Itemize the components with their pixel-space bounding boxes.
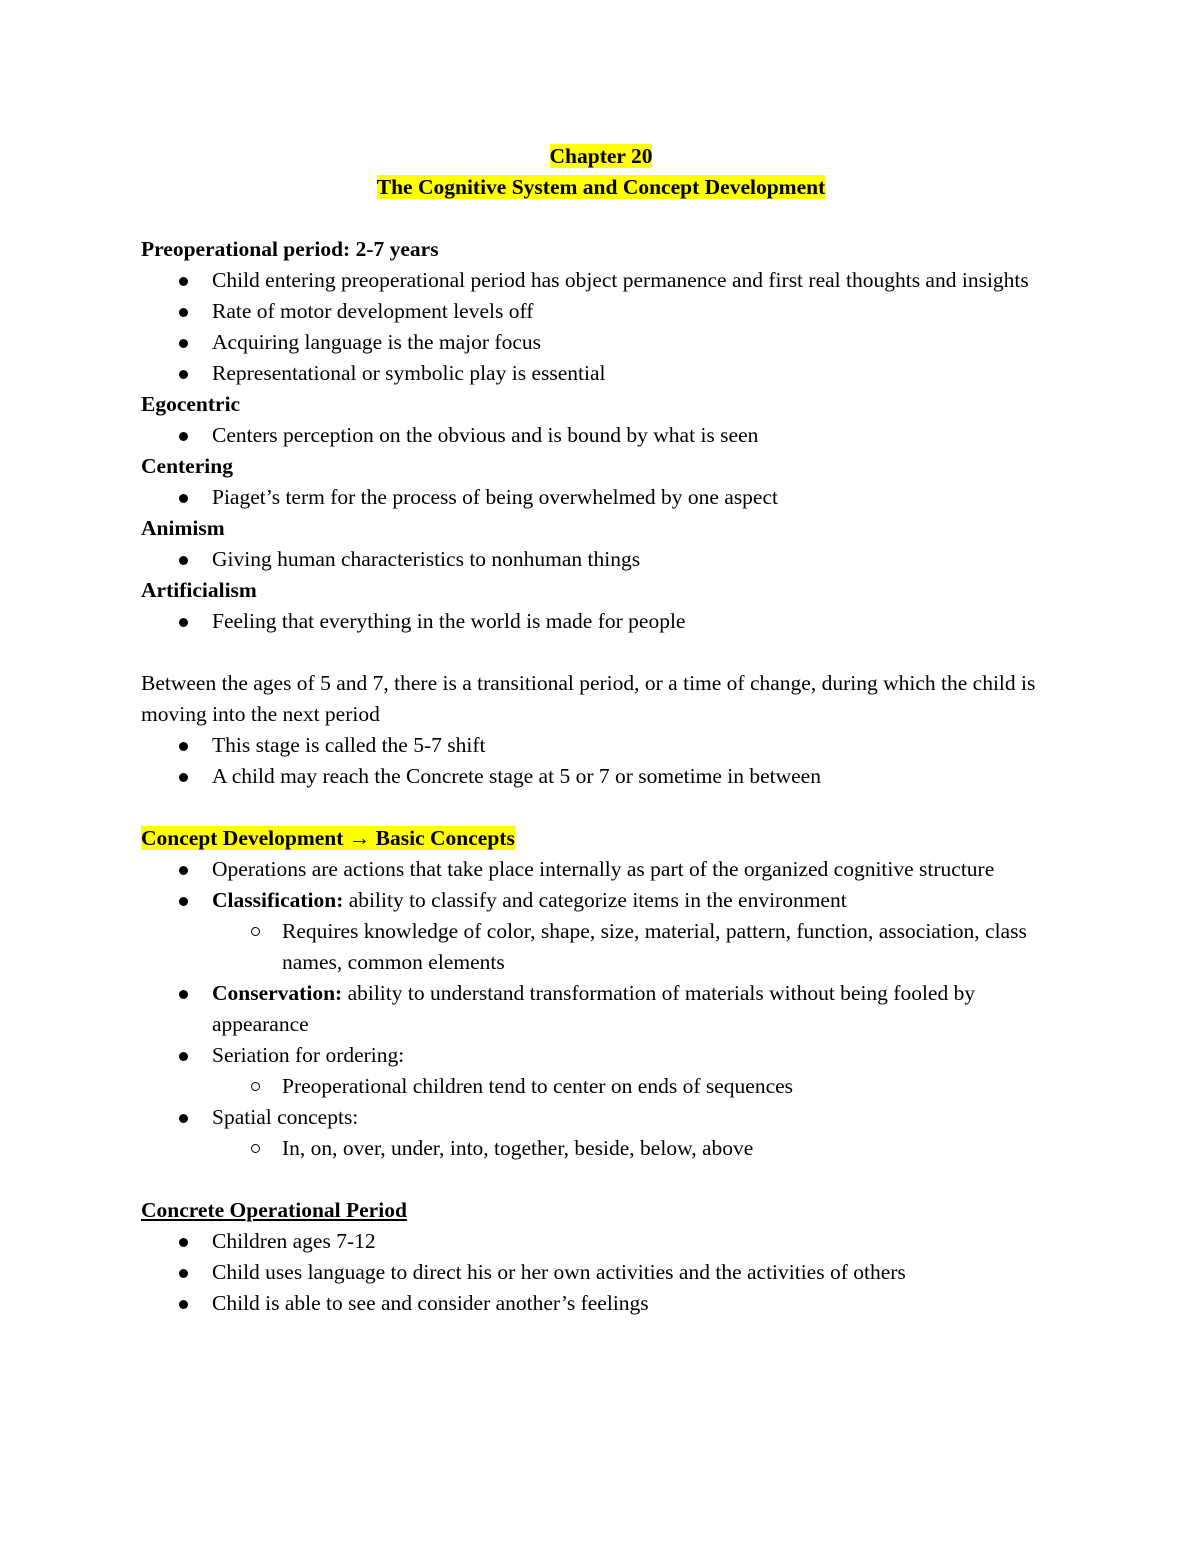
term-label: Classification: [212, 888, 344, 912]
spacer [141, 203, 1061, 234]
artificialism-heading: Artificialism [141, 578, 257, 602]
list-item [141, 978, 1061, 1040]
artificialism-list [141, 606, 1061, 637]
transition-list [141, 730, 1061, 792]
list-item: Rate of motor development levels off [141, 296, 1061, 327]
spacer [141, 1164, 1061, 1195]
list-item: Giving human characteristics to nonhuman things [141, 544, 1061, 575]
list-item: Spatial concepts: [141, 1102, 1061, 1133]
definition-text: ability to classify and categorize items in the environment [343, 888, 847, 912]
list-item: Piaget’s term for the process of being overwhelmed by one aspect [141, 482, 1061, 513]
list-item: Child entering preoperational period has object permanence and first real thoughts and insights [141, 265, 1061, 296]
egocentric-list [141, 420, 1061, 451]
list-item [141, 885, 1061, 916]
concrete-heading: Concrete Operational Period [141, 1198, 407, 1222]
spacer [141, 637, 1061, 668]
sub-list-item: Requires knowledge of color, shape, size, material, pattern, function, association, class names, common elements [141, 916, 1061, 978]
transition-paragraph: Between the ages of 5 and 7, there is a transitional period, or a time of change, during which the child is moving into the next period [141, 671, 1036, 726]
term-label: Conservation: [212, 981, 343, 1005]
concept-development-list [141, 854, 1061, 1164]
concrete-list [141, 1226, 1061, 1319]
egocentric-heading: Egocentric [141, 392, 241, 416]
list-item: Children ages 7-12 [141, 1226, 1061, 1257]
spacer [141, 792, 1061, 823]
list-item: Seriation for ordering: [141, 1040, 1061, 1071]
concept-development-heading: Concept Development → Basic Concepts [141, 826, 515, 850]
chapter-title: The Cognitive System and Concept Development [376, 175, 826, 199]
list-item: Child is able to see and consider another’s feelings [141, 1288, 1061, 1319]
preoperational-heading: Preoperational period: 2-7 years [141, 237, 439, 261]
list-item: This stage is called the 5-7 shift [141, 730, 1061, 761]
definition-text: ability to understand transformation of materials without being fooled by appearance [212, 981, 976, 1036]
centering-list [141, 482, 1061, 513]
list-item: Acquiring language is the major focus [141, 327, 1061, 358]
centering-heading: Centering [141, 454, 233, 478]
animism-list [141, 544, 1061, 575]
sub-list-item: Preoperational children tend to center on ends of sequences [141, 1071, 1061, 1102]
list-item: Representational or symbolic play is essential [141, 358, 1061, 389]
document-body [141, 141, 1061, 1319]
animism-heading: Animism [141, 516, 225, 540]
preoperational-list [141, 265, 1061, 389]
sub-list-item: In, on, over, under, into, together, beside, below, above [141, 1133, 1061, 1164]
chapter-number: Chapter 20 [549, 144, 653, 168]
list-item: A child may reach the Concrete stage at 5 or 7 or sometime in between [141, 761, 1061, 792]
list-item: Child uses language to direct his or her own activities and the activities of others [141, 1257, 1061, 1288]
list-item: Operations are actions that take place internally as part of the organized cognitive structure [141, 854, 1061, 885]
list-item: Centers perception on the obvious and is bound by what is seen [141, 420, 1061, 451]
list-item: Feeling that everything in the world is made for people [141, 606, 1061, 637]
